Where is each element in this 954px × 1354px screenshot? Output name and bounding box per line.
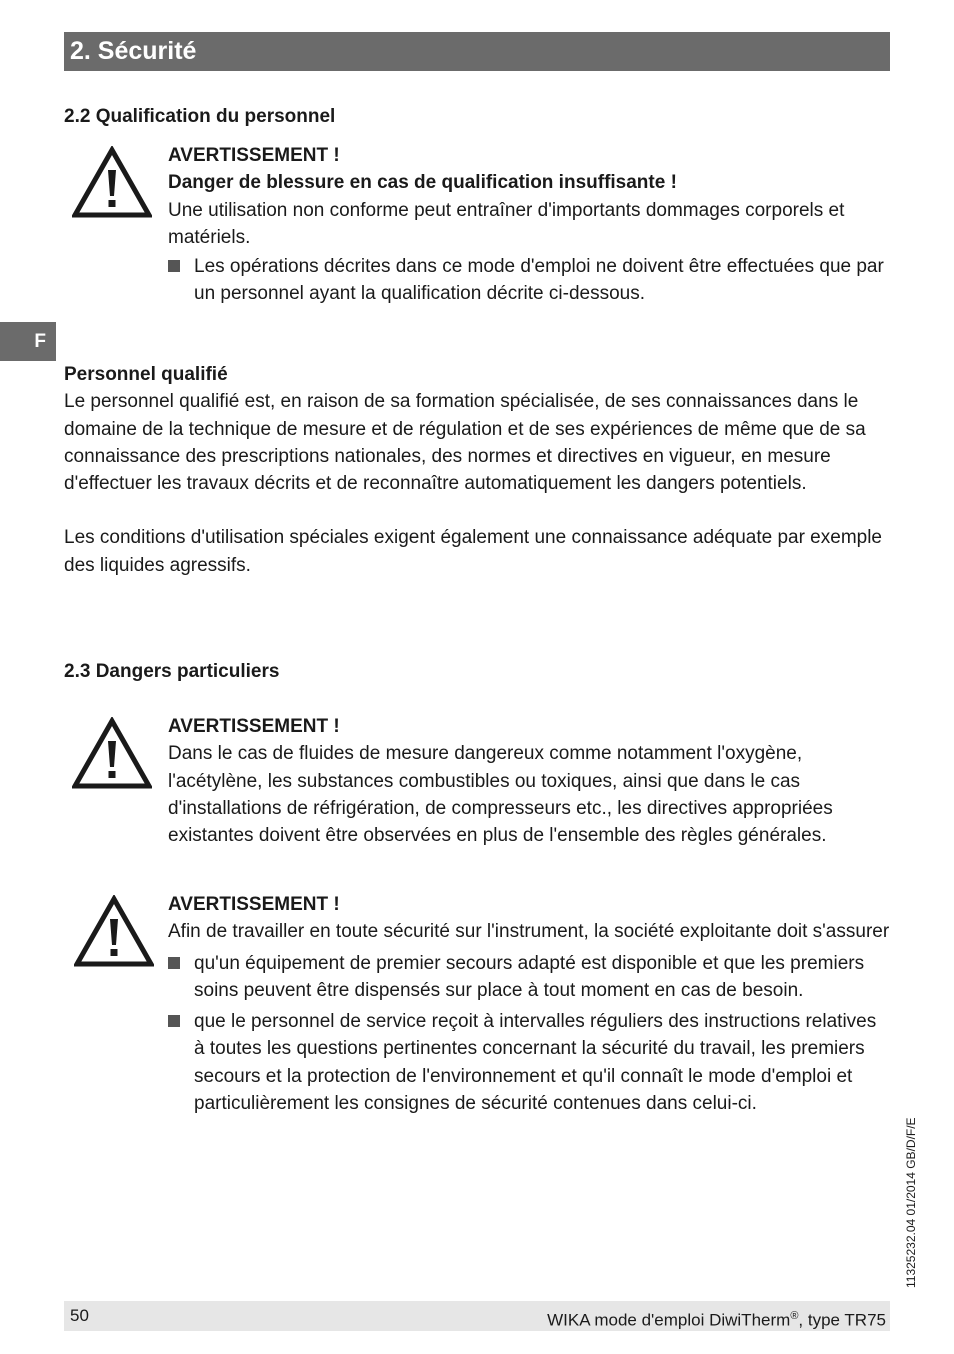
warning-triangle-icon [72, 146, 152, 218]
list-item [168, 253, 892, 308]
warning-title: AVERTISSEMENT ! [168, 716, 340, 737]
footer-doc-name: WIKA mode d'emploi DiwiTherm [547, 1310, 791, 1330]
list-item [168, 1008, 892, 1117]
warning-bullet-list [168, 253, 892, 308]
warning-block-dangerous-fluids [168, 713, 892, 849]
warning-title: AVERTISSEMENT ! [168, 145, 340, 166]
footer-doc-type: , type TR75 [798, 1310, 886, 1330]
qualified-paragraph-1: Le personnel qualifié est, en raison de sa formation spécialisée, de ses connaissances dans le domaine de la technique de mesure et de régulation et de ses expériences de même que de sa connaissance des prescriptions nationales, des normes et directives en vigueur, en mesure d'effectuer les travaux décrits et de reconnaître automatiquement les dangers potentiels. [64, 391, 866, 495]
warning-text: Afin de travailler en toute sécurité sur l'instrument, la société exploitante doit s'assurer [168, 921, 890, 943]
warning-triangle-icon [74, 895, 154, 967]
warning-text: Dans le cas de fluides de mesure dangereux comme notamment l'oxygène, l'acétylène, les substances combustibles ou toxiques, ainsi que dans le cas d'installations de réfrigération, de compresseurs etc., les directives appropriées existantes doivent être observées en plus de l'ensemble des règles générales. [168, 743, 833, 847]
list-item-text: Les opérations décrites dans ce mode d'emploi ne doivent être effectuées que par un personnel ayant la qualification décrite ci-dessous. [194, 256, 884, 305]
section-2-3-heading: 2.3 Dangers particuliers [64, 661, 280, 682]
warning-triangle-icon [72, 717, 152, 789]
qualified-paragraph-2: Les conditions d'utilisation spéciales exigent également une connaissance adéquate par exemple des liquides agressifs. [64, 527, 883, 576]
footer-doc-title [547, 1301, 886, 1336]
list-item [168, 950, 892, 1005]
qualified-personnel-block [64, 361, 892, 579]
qualified-heading: Personnel qualifié [64, 364, 228, 385]
document-code: 11325232.04 01/2014 GB/D/F/E [904, 1117, 918, 1288]
list-item-text: qu'un équipement de premier secours adapté est disponible et que les premiers soins peuvent être dispensés sur place à tout moment en cas de besoin. [194, 952, 865, 1001]
warning-block-operator-duties [168, 891, 892, 1121]
bullet-square-icon [168, 260, 180, 272]
warning-block-qualification [168, 142, 892, 312]
page-title: 2. Sécurité [64, 32, 890, 71]
page-number: 50 [70, 1306, 89, 1325]
section-2-2-heading: 2.2 Qualification du personnel [64, 106, 336, 127]
warning-bullet-list [168, 950, 892, 1118]
list-item-text: que le personnel de service reçoit à intervalles réguliers des instructions relatives à toutes les questions pertinentes concernant la sécurité du travail, les premiers secours et la protection de l'environnement et qu'il connaît le mode d'emploi et particulièrement les consignes de sécurité contenues dans celui-ci. [194, 1011, 877, 1115]
warning-subtitle: Danger de blessure en cas de qualification insuffisante ! [168, 172, 677, 194]
bullet-square-icon [168, 957, 180, 969]
footer [64, 1301, 890, 1331]
registered-mark: ® [790, 1310, 799, 1322]
warning-text: Une utilisation non conforme peut entraîner d'importants dommages corporels et matériels. [168, 199, 845, 248]
bullet-square-icon [168, 1015, 180, 1027]
warning-title: AVERTISSEMENT ! [168, 894, 340, 915]
language-tab: F [0, 322, 56, 361]
